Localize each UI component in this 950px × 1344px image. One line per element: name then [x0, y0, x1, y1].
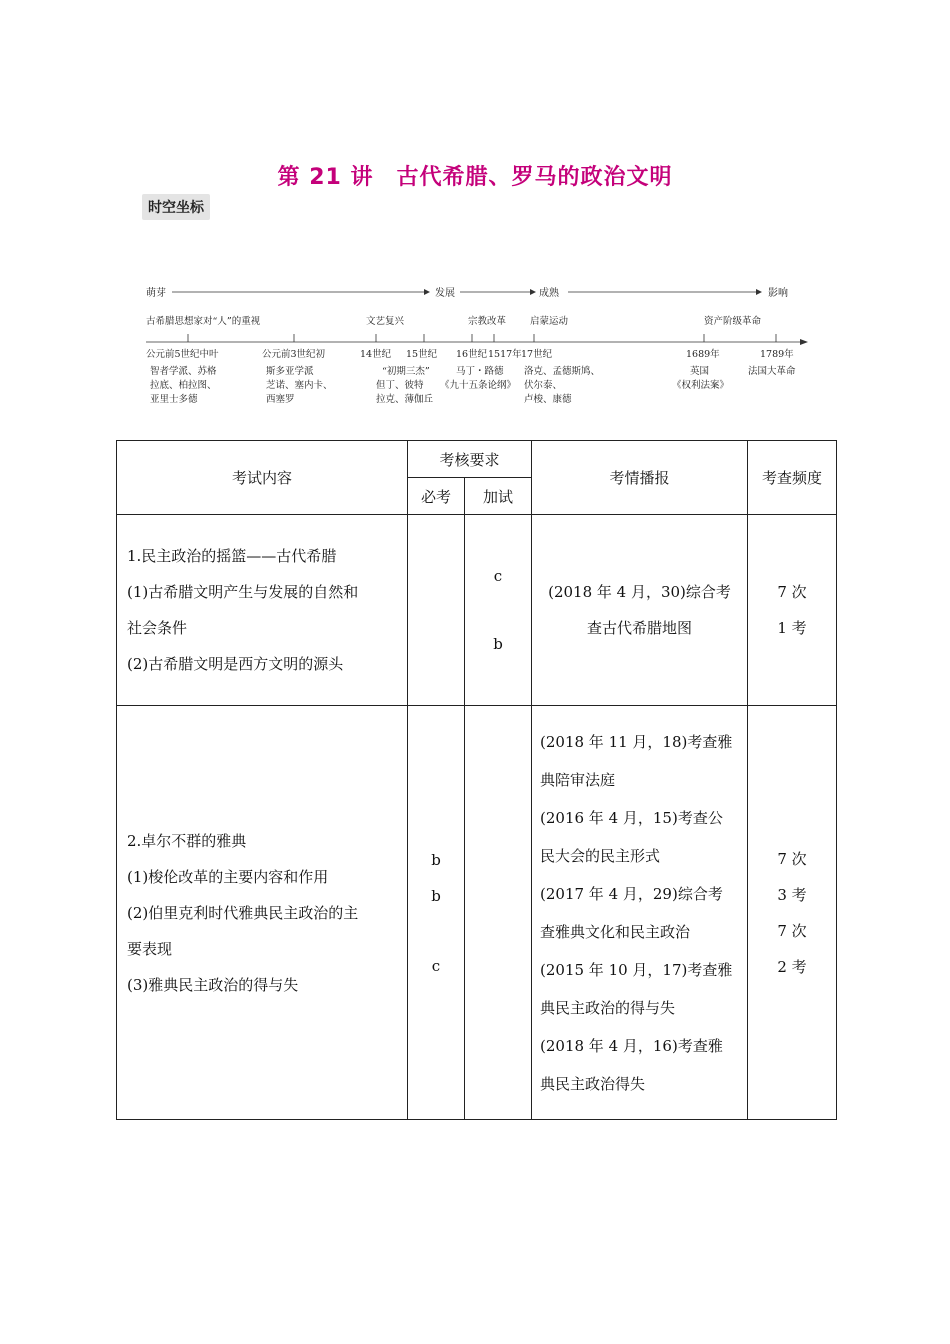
- news-line: 典民主政治的得与失: [540, 998, 676, 1017]
- header-requirement: 考核要求: [408, 441, 532, 478]
- people-luther-2: 《九十五条论纲》: [440, 380, 517, 391]
- people-renaissance-2: 但丁、彼特: [376, 380, 424, 391]
- date-14c: 14世纪: [360, 349, 392, 360]
- movement-revolution: 资产阶级革命: [704, 316, 762, 327]
- frequency-line: 1 考: [777, 619, 807, 637]
- content-cell: [117, 515, 408, 706]
- news-line: (2018 年 11 月，18)考查雅: [540, 732, 733, 751]
- date-1517: 1517年: [488, 349, 522, 360]
- table-row: [117, 706, 837, 1120]
- news-line: (2018 年 4 月，30)综合考: [548, 583, 731, 601]
- section-badge: 时空坐标: [142, 194, 210, 220]
- people-sophists-1: 智者学派、苏格: [150, 366, 217, 377]
- required-level: b: [431, 850, 441, 869]
- content-line: 2.卓尔不群的雅典: [127, 831, 247, 850]
- table-row: [117, 515, 837, 706]
- people-stoics-3: 西塞罗: [266, 394, 295, 405]
- date-15c: 15世纪: [406, 349, 438, 360]
- date-1789: 1789年: [760, 349, 794, 360]
- movement-enlightenment: 启蒙运动: [530, 316, 569, 327]
- news-line: (2015 年 10 月，17)考查雅: [540, 960, 733, 979]
- content-line: (3)雅典民主政治的得与失: [127, 975, 299, 994]
- extra-level: b: [493, 635, 503, 653]
- header-content: 考试内容: [117, 441, 408, 515]
- people-enlightenment-1: 洛克、孟德斯鸠、: [524, 366, 601, 377]
- people-stoics-2: 芝诺、塞内卡、: [266, 380, 333, 391]
- people-sophists-3: 亚里士多德: [150, 394, 198, 405]
- people-renaissance-1: “初期三杰”: [382, 366, 430, 377]
- date-16c: 16世纪: [456, 349, 488, 360]
- header-required: 必考: [408, 478, 465, 515]
- required-cell: [408, 515, 465, 706]
- stage-mature: 成熟: [539, 288, 559, 299]
- content-line: 1.民主政治的摇篮——古代希腊: [127, 547, 337, 565]
- news-line: 民大会的民主形式: [540, 846, 661, 865]
- stage-sprout: 萌芽: [146, 288, 166, 299]
- news-line: 典民主政治得失: [540, 1074, 646, 1093]
- page-title: 第 21 讲 古代希腊、罗马的政治文明: [277, 165, 673, 190]
- date-17c: 17世纪: [521, 349, 553, 360]
- frequency-cell: [748, 515, 837, 706]
- header-extra: 加试: [465, 478, 532, 515]
- news-cell: [532, 706, 748, 1120]
- people-england-1: 英国: [690, 366, 710, 377]
- required-cell: [408, 706, 465, 1120]
- people-luther-1: 马丁・路德: [456, 366, 504, 377]
- news-line: (2017 年 4 月，29)综合考: [540, 884, 723, 903]
- movement-greek: 古希腊思想家对“人”的重视: [146, 316, 261, 327]
- extra-cell: [465, 706, 532, 1120]
- news-line: (2016 年 4 月，15)考查公: [540, 808, 723, 827]
- stage-develop: 发展: [435, 288, 455, 299]
- date-5th-bc: 公元前5世纪中叶: [146, 349, 219, 360]
- content-line: 社会条件: [127, 619, 188, 637]
- date-3rd-bc: 公元前3世纪初: [262, 349, 326, 360]
- frequency-line: 2 考: [777, 957, 807, 976]
- content-line: (2)伯里克利时代雅典民主政治的主: [127, 903, 359, 922]
- people-france-1: 法国大革命: [748, 366, 796, 377]
- content-line: (1)梭伦改革的主要内容和作用: [127, 867, 329, 886]
- frequency-line: 7 次: [777, 921, 807, 940]
- content-line: (1)古希腊文明产生与发展的自然和: [127, 583, 359, 601]
- frequency-line: 3 考: [777, 885, 807, 904]
- news-line: 典陪审法庭: [540, 770, 616, 789]
- frequency-line: 7 次: [777, 849, 807, 868]
- frequency-cell: [748, 706, 837, 1120]
- people-stoics-1: 斯多亚学派: [266, 366, 314, 377]
- header-frequency: 考查频度: [748, 441, 837, 515]
- timeline-diagram: [0, 0, 950, 420]
- people-enlightenment-3: 卢梭、康德: [524, 394, 572, 405]
- frequency-line: 7 次: [777, 583, 807, 601]
- news-line: 查古代希腊地图: [587, 619, 693, 637]
- exam-table: [116, 440, 837, 1120]
- extra-level: c: [493, 567, 503, 585]
- news-cell: [532, 515, 748, 706]
- header-news: 考情播报: [532, 441, 748, 515]
- people-enlightenment-2: 伏尔泰、: [524, 380, 563, 391]
- news-line: 查雅典文化和民主政治: [540, 922, 691, 941]
- date-1689: 1689年: [686, 349, 720, 360]
- people-england-2: 《权利法案》: [672, 380, 730, 391]
- required-level: b: [431, 886, 441, 905]
- content-cell: [117, 706, 408, 1120]
- people-sophists-2: 拉底、柏拉图、: [150, 380, 217, 391]
- required-level: c: [431, 956, 441, 975]
- content-line: 要表现: [127, 939, 173, 958]
- movement-reformation: 宗教改革: [468, 316, 507, 327]
- news-line: (2018 年 4 月，16)考查雅: [540, 1036, 723, 1055]
- content-line: (2)古希腊文明是西方文明的源头: [127, 655, 344, 673]
- people-renaissance-3: 拉克、薄伽丘: [376, 394, 434, 405]
- movement-renaissance: 文艺复兴: [366, 316, 405, 327]
- stage-influence: 影响: [768, 288, 788, 299]
- extra-cell: [465, 515, 532, 706]
